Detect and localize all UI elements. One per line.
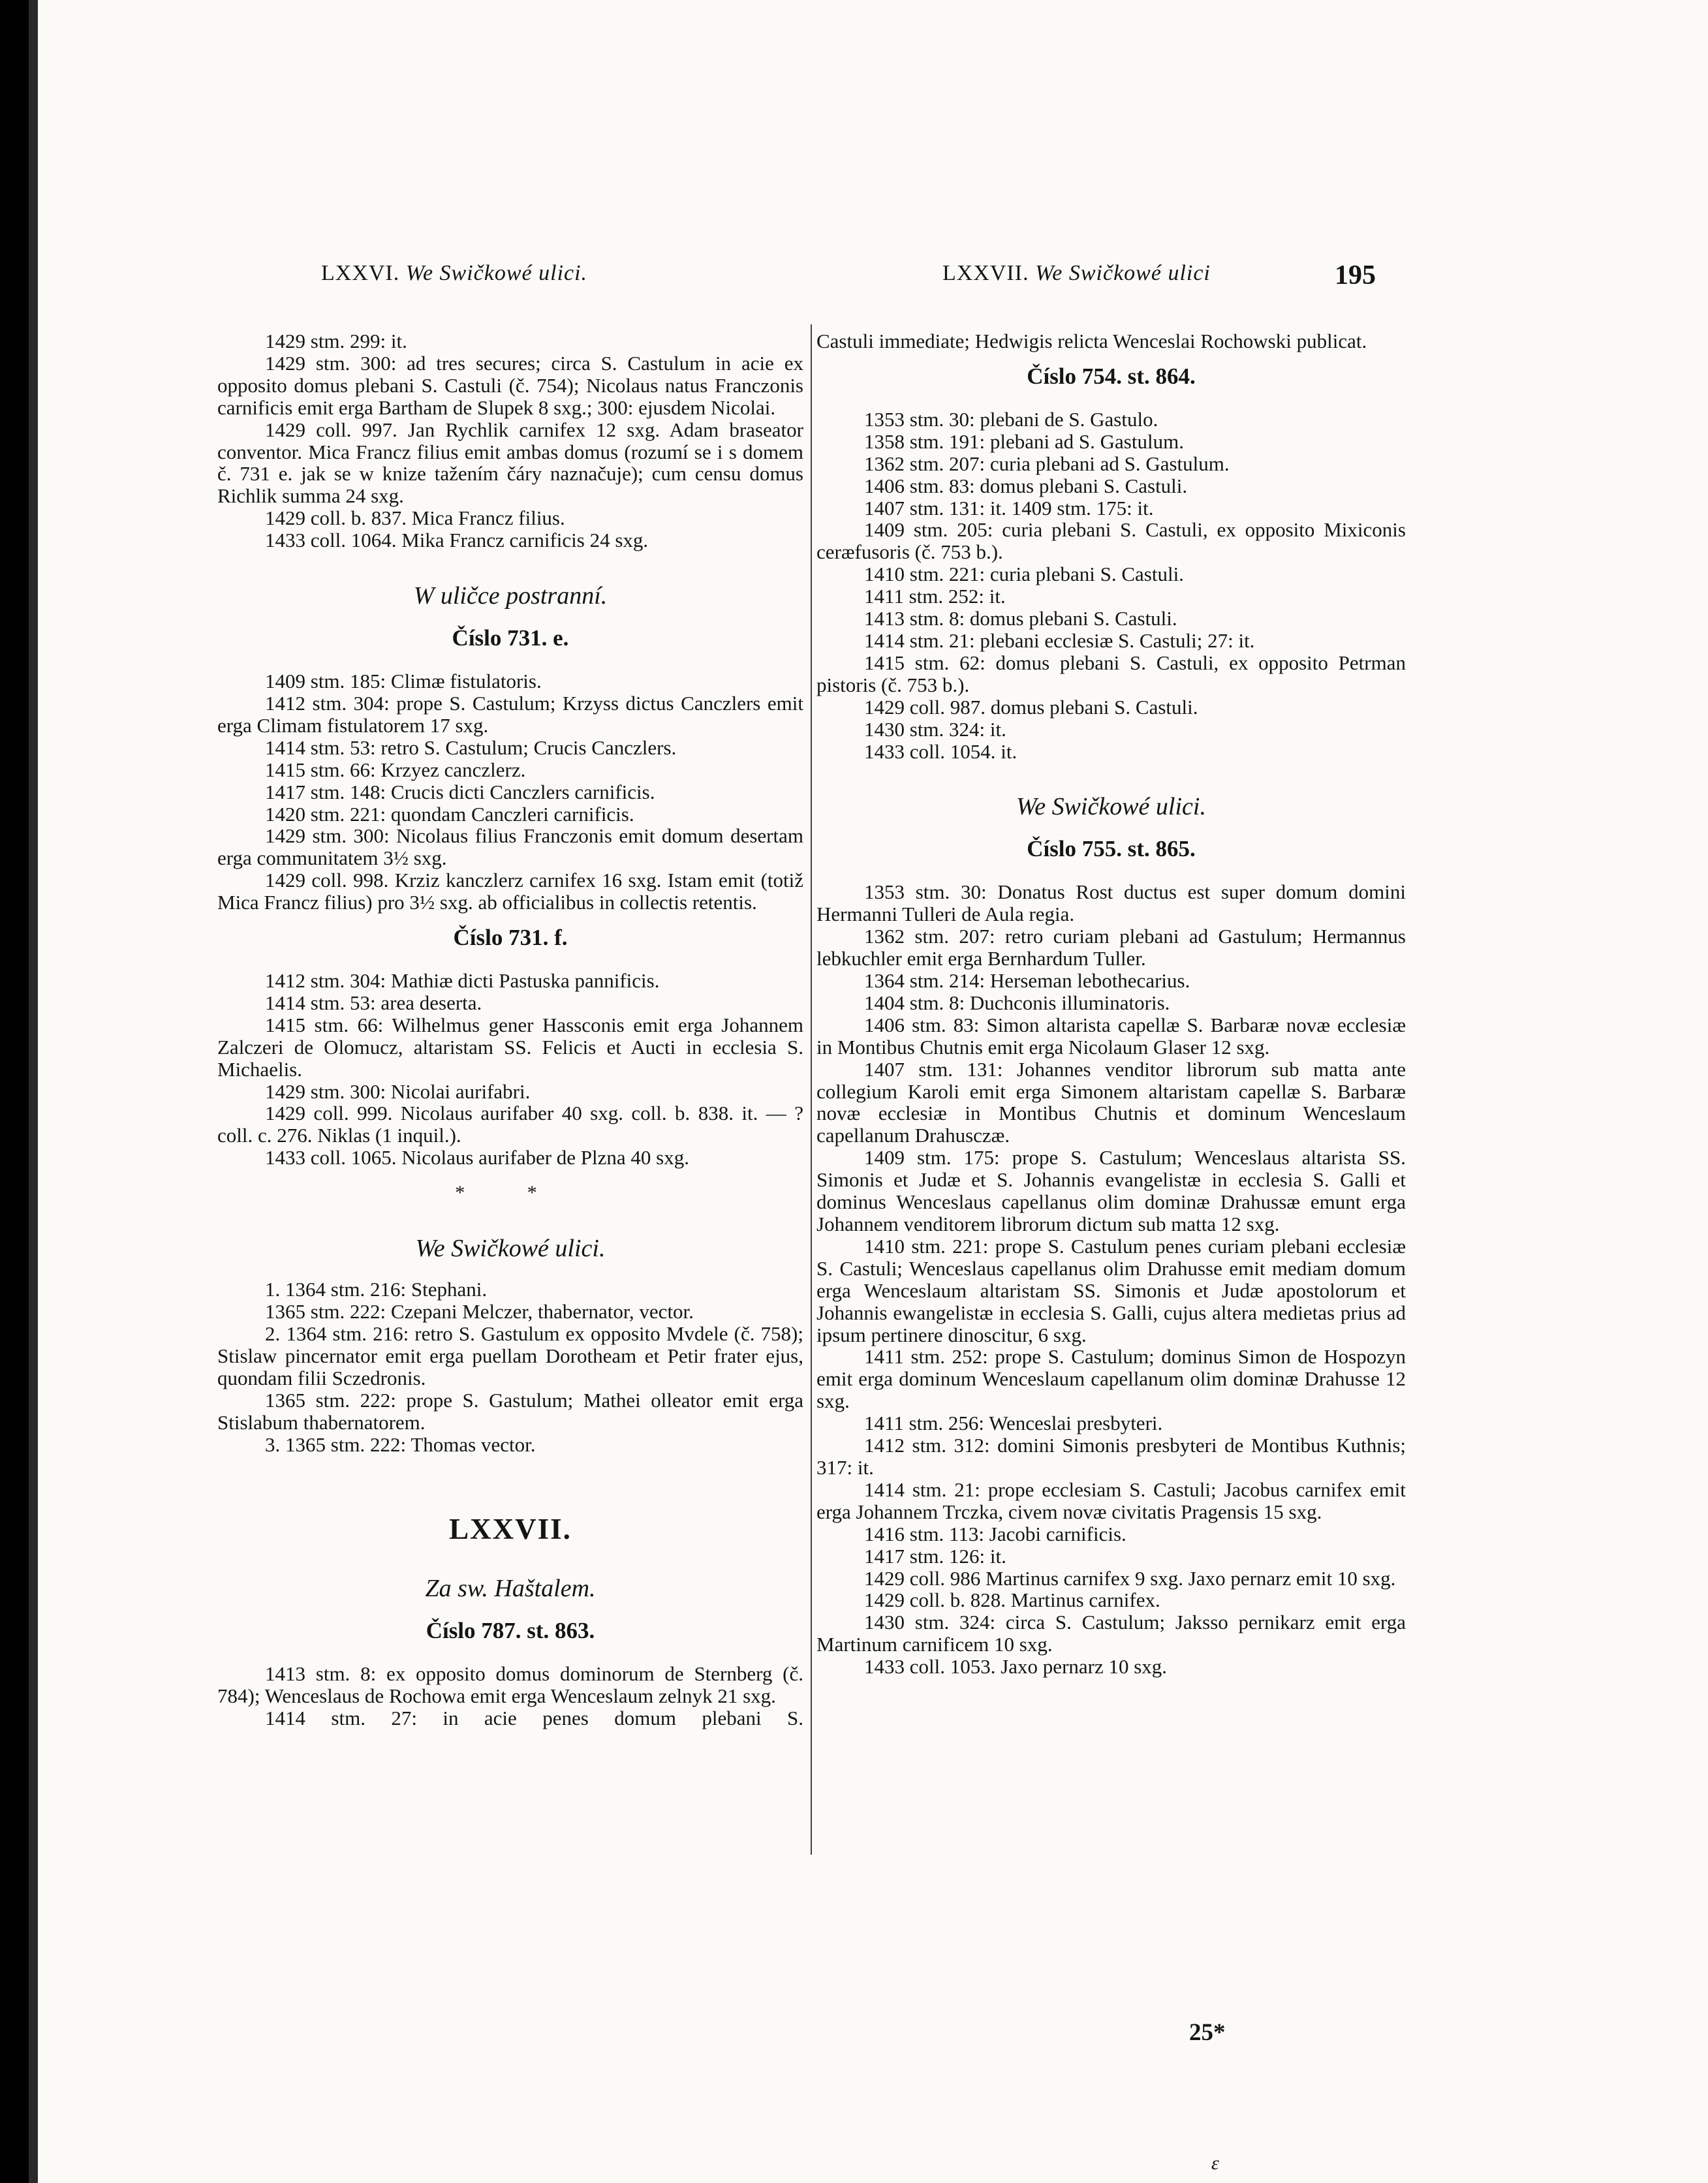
entry-paragraph: 1433 coll. 1064. Mika Francz carnificis 24 sxg. — [265, 529, 649, 552]
entry-paragraph: 1411 stm. 252: prope S. Castulum; dominus Simon de Hospozyn emit erga dominum Wenceslaum capellanum olim dominæ Drahusse 12 sxg. — [816, 1345, 1406, 1413]
entry-paragraph: 1414 stm. 21: plebani ecclesiæ S. Castuli; 27: it. — [864, 628, 1255, 652]
entry-paragraph: 1429 coll. 986 Martinus carnifex 9 sxg. Jaxo pernarz emit 10 sxg. — [864, 1566, 1396, 1590]
section-heading: W uličce postranní. — [413, 582, 608, 610]
entry-paragraph: 1429 stm. 300: Nicolaus filius Franczonis emit domum desertam erga communitatem 3½ sxg. — [217, 824, 803, 870]
entry-paragraph: 2. 1364 stm. 216: retro S. Gastulum ex opposito Mvdele (č. 758); Stislaw pincernator emit erga puellam Dorotheam et Petir frater ejus, quondam filii Sczedronis. — [217, 1322, 803, 1389]
entry-paragraph: 1429 stm. 300: Nicolai aurifabri. — [265, 1079, 531, 1103]
entry-paragraph: 1415 stm. 66: Krzyez canczlerz. — [265, 758, 526, 781]
entry-paragraph: 1412 stm. 312: domini Simonis presbyteri de Montibus Kuthnis; 317: it. — [816, 1434, 1406, 1479]
entry-paragraph: 1429 stm. 299: it. — [265, 330, 407, 352]
entry-paragraph: 1411 stm. 256: Wenceslai presbyteri. — [864, 1412, 1163, 1435]
entry-paragraph: 1362 stm. 207: retro curiam plebani ad Gastulum; Hermannus lebkuchler emit erga Bernhardum Tuller. — [816, 925, 1406, 970]
entry-paragraph: 1411 stm. 252: it. — [864, 585, 1006, 608]
entry-paragraph: 1433 coll. 1053. Jaxo pernarz 10 sxg. — [864, 1655, 1168, 1679]
entry-paragraph: 1429 coll. 987. domus plebani S. Castuli. — [864, 695, 1198, 719]
entry-paragraph: 1409 stm. 175: prope S. Castulum; Wenceslaus altarista SS. Simonis et Judæ et S. Johannis evangelistæ in ecclesia S. Galli et dominus Wenceslaus capellanus olim dominæ Drahussæ emunt erga Johannem venditorem librorum dictum sub matta 12 sxg. — [816, 1146, 1406, 1235]
entry-paragraph: 1407 stm. 131: Johannes venditor librorum sub matta ante collegium Karoli emit erga Simonem altaristam capellæ S. Barbaræ novæ ecclesiæ in Montibus Chutnis et dominum Wenceslaum capellanum Drahusczæ. — [816, 1057, 1406, 1147]
left-column — [217, 330, 803, 1729]
entry-paragraph: 1415 stm. 66: Wilhelmus gener Hassconis emit erga Johannem Zalczeri de Olomucz, altaristam SS. Felicis et Aucti in ecclesia S. Michaelis. — [217, 1013, 803, 1081]
entry-paragraph: 1430 stm. 324: circa S. Castulum; Jaksso pernikarz emit erga Martinum carnificem 10 sxg. — [816, 1611, 1406, 1656]
entry-paragraph: 1429 coll. b. 837. Mica Francz filius. — [265, 506, 565, 530]
asterism: * * — [455, 1182, 566, 1204]
entry-paragraph: 1404 stm. 8: Duchconis illuminatoris. — [864, 991, 1170, 1014]
entry-paragraph: 1433 coll. 1065. Nicolaus aurifaber de Plzna 40 sxg. — [265, 1146, 689, 1169]
entry-paragraph: 1410 stm. 221: curia plebani S. Castuli. — [864, 563, 1184, 586]
entry-paragraph: 1414 stm. 27: in acie penes domum plebani S. — [265, 1707, 803, 1730]
entry-paragraph: 1358 stm. 191: plebani ad S. Gastulum. — [864, 429, 1184, 453]
entry-paragraph: 1406 stm. 83: domus plebani S. Castuli. — [864, 474, 1188, 497]
section-heading: Za sw. Haštalem. — [425, 1575, 596, 1603]
column-divider — [811, 324, 812, 1855]
entry-paragraph: 1420 stm. 221: quondam Canczleri carnificis. — [265, 802, 634, 826]
chapter-title-right: We Swičkowé ulici — [1035, 261, 1211, 285]
entry-paragraph: 1429 coll. 998. Krziz kanczlerz carnifex 16 sxg. Istam emit (totiž Mica Francz filius) pro 3½ sxg. ab officialibus in collectis retentis. — [217, 869, 803, 914]
entry-paragraph: 1407 stm. 131: it. 1409 stm. 175: it. — [864, 496, 1154, 519]
house-number-heading: Číslo 754. st. 864. — [1027, 363, 1196, 389]
entry-paragraph: 1. 1364 stm. 216: Stephani. — [265, 1278, 488, 1301]
entry-paragraph: 1417 stm. 126: it. — [864, 1544, 1006, 1568]
house-number-heading: Číslo 731. e. — [452, 625, 569, 651]
entry-paragraph: 1362 stm. 207: curia plebani ad S. Gastulum. — [864, 452, 1230, 475]
entry-paragraph: 1412 stm. 304: prope S. Castulum; Krzyss dictus Canczlers emit erga Climam fistulatorem 17 sxg. — [217, 691, 803, 737]
entry-paragraph: 1429 coll. 999. Nicolaus aurifaber 40 sxg. coll. b. 838. it. — ? coll. c. 276. Niklas (1 inquil.). — [217, 1102, 803, 1147]
entry-paragraph: 1414 stm. 53: retro S. Castulum; Crucis Canczlers. — [265, 735, 677, 759]
chapter-roman-left: LXXVI. — [321, 261, 400, 285]
entry-paragraph: 1413 stm. 8: ex opposito domus dominorum de Sternberg (č. 784); Wenceslaus de Rochowa emit erga Wenceslaum zelnyk 21 sxg. — [217, 1662, 803, 1708]
entry-paragraph: 1414 stm. 53: area deserta. — [265, 991, 482, 1014]
entry-continuation: Castuli immediate; Hedwigis relicta Wenceslai Rochowski publicat. — [816, 330, 1367, 352]
chapter-heading: LXXVII. — [449, 1513, 572, 1546]
entry-paragraph: 1429 coll. b. 828. Martinus carnifex. — [864, 1588, 1160, 1612]
page-number: 195 — [1335, 260, 1376, 290]
entry-paragraph: 1409 stm. 185: Climæ fistulatoris. — [265, 670, 542, 693]
entry-paragraph: 1406 stm. 83: Simon altarista capellæ S. Barbaræ novæ ecclesiæ in Montibus Chutnis emit erga Nicolaum Glaser 12 sxg. — [816, 1013, 1406, 1059]
entry-paragraph: 3. 1365 stm. 222: Thomas vector. — [265, 1432, 536, 1456]
entry-paragraph: 1415 stm. 62: domus plebani S. Castuli, ex opposito Petrman pistoris (č. 753 b.). — [816, 651, 1406, 696]
entry-paragraph: 1410 stm. 221: prope S. Castulum penes curiam plebani ecclesiæ S. Castuli; Wenceslaus capellanus olim Drahusse emit mediam domum erga Wenceslaum altaristam SS. Simonis et Judæ apostolorum et Johannis ewangelistæ in ecclesia S. Galli, cujus altera medietas prius ad ipsum pertinere dinoscitur, 6 sxg. — [816, 1234, 1406, 1346]
entry-paragraph: 1412 stm. 304: Mathiæ dicti Pastuska pannificis. — [265, 969, 660, 993]
entry-paragraph: 1364 stm. 214: Herseman lebothecarius. — [864, 969, 1190, 993]
entry-paragraph: 1430 stm. 324: it. — [864, 717, 1006, 741]
section-heading: We Swičkowé ulici. — [1016, 793, 1206, 821]
entry-paragraph: 1353 stm. 30: Donatus Rost ductus est super domum domini Hermanni Tulleri de Aula regia. — [816, 880, 1406, 926]
signature-mark: 25* — [1189, 2019, 1226, 2046]
entry-paragraph: 1409 stm. 205: curia plebani S. Castuli, ex opposito Mixiconis ceræfusoris (č. 753 b.). — [816, 518, 1406, 564]
house-number-heading: Číslo 755. st. 865. — [1027, 836, 1196, 862]
stray-mark: ɛ — [1211, 2152, 1219, 2174]
entry-paragraph: 1429 stm. 300: ad tres secures; circa S. Castulum in acie ex opposito domus plebani S. Castuli (č. 754); Nicolaus natus Franczonis carnificis emit erga Bartham de Slupek 8 sxg.; 300: ejusdem Nicolai. — [217, 351, 803, 419]
chapter-title-left: We Swičkowé ulici. — [405, 261, 588, 285]
entry-paragraph: 1429 coll. 997. Jan Rychlik carnifex 12 sxg. Adam braseator conventor. Mica Francz filius emit ambas domus (rozumí se i s domem č. 731 e. jak se w knize tažením čáry naznačuje); cum censu domus Richlik summa 24 sxg. — [217, 418, 803, 508]
book-spine-shadow — [29, 0, 38, 2183]
house-number-heading: Číslo 731. f. — [453, 925, 568, 951]
running-header-right — [942, 261, 1211, 286]
entry-paragraph: 1413 stm. 8: domus plebani S. Castuli. — [864, 607, 1177, 630]
house-number-heading: Číslo 787. st. 863. — [426, 1618, 595, 1644]
section-heading: We Swičkowé ulici. — [415, 1235, 606, 1263]
entry-paragraph: 1433 coll. 1054. it. — [864, 739, 1017, 763]
entry-paragraph: 1414 stm. 21: prope ecclesiam S. Castuli; Jacobus carnifex emit erga Johannem Trczka, civem novæ civitatis Pragensis 15 sxg. — [816, 1478, 1406, 1523]
right-column — [816, 330, 1406, 1678]
running-header-left — [321, 261, 587, 286]
entry-paragraph: 1353 stm. 30: plebani de S. Gastulo. — [864, 407, 1158, 431]
scanned-book-page — [29, 0, 1708, 2183]
entry-paragraph: 1416 stm. 113: Jacobi carnificis. — [864, 1522, 1126, 1545]
entry-paragraph: 1365 stm. 222: Czepani Melczer, thabernator, vector. — [265, 1300, 694, 1324]
entry-paragraph: 1365 stm. 222: prope S. Gastulum; Mathei olleator emit erga Stislabum thabernatorem. — [217, 1388, 803, 1434]
entry-paragraph: 1417 stm. 148: Crucis dicti Canczlers carnificis. — [265, 780, 655, 803]
chapter-roman-right: LXXVII. — [942, 261, 1029, 285]
